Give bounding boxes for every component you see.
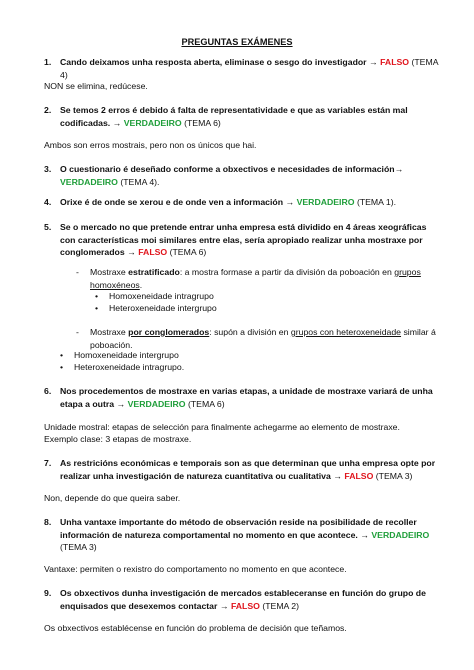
verdict-true: VERDADEIRO: [123, 117, 182, 128]
tema-label: (TEMA 6): [169, 247, 207, 257]
list-item: [95, 302, 395, 315]
question-text: Se temos 2 erros é debido á falta de representatividade e que as variables están mal codificadas.: [60, 105, 408, 128]
item-underlined: grupos con heteroxeneidade: [290, 327, 402, 337]
item-underlined: grupos homoxéneos: [90, 267, 421, 290]
answer-7: Non, depende do que queira saber.: [44, 493, 181, 503]
item-label: Mostraxe: [90, 267, 126, 277]
item-text: : supón a división en: [209, 327, 289, 337]
verdict-false: FALSO: [230, 600, 260, 611]
question-number: 9.: [44, 588, 52, 598]
answer-2: Ambos son erros mostrais, pero non os únicos que hai.: [44, 140, 257, 150]
question-number: 7.: [44, 458, 52, 468]
list-item: [60, 361, 360, 374]
question-text: Se o mercado no que pretende entrar unha empresa está dividido en 4 áreas xeográficas con características moi similares entre elas, sería apropiado realizar unha mostraxe por conglomerados: [60, 222, 427, 257]
bullet-icon: •: [95, 291, 99, 301]
arrow-icon: →: [127, 247, 136, 257]
dash-marker: -: [76, 267, 79, 277]
list-item-text: Heteroxeneidade intragrupo.: [74, 362, 185, 372]
cluster-sampling-item: [76, 326, 444, 351]
dash-marker: -: [76, 327, 79, 337]
tema-label: (TEMA 2): [262, 600, 300, 611]
list-item: [95, 290, 395, 303]
list-item-text: Homoxeneidade intergrupo: [74, 350, 179, 360]
tema-label: (TEMA 3): [60, 542, 97, 552]
question-number: 5.: [44, 222, 52, 232]
arrow-icon: →: [219, 600, 229, 611]
verdict-false: FALSO: [138, 247, 168, 257]
stratified-sampling-item: [76, 266, 436, 291]
list-item-text: Homoxeneidade intragrupo: [109, 291, 214, 301]
tema-label: (TEMA 4).: [120, 176, 160, 187]
verdict-true: VERDADEIRO: [296, 197, 355, 207]
question-number: 1.: [44, 57, 52, 67]
question-text: O cuestionario é deseñado conforme a obxectivos e necesidades de información: [60, 164, 395, 174]
arrow-icon: →: [112, 117, 122, 128]
bullet-icon: •: [95, 303, 99, 313]
question-1: [44, 56, 444, 81]
answer-6a: Unidade mostral: etapas de selección para finalmente achegarme ao elemento de mostraxe.: [44, 422, 400, 432]
item-end: similar á poboación.: [90, 327, 436, 350]
question-text: As restricións económicas e temporais son as que determinan que unha empresa opte por realizar unha investigación de natureza cuantitativa ou cualitativa: [60, 458, 436, 481]
question-text: Cando deixamos unha resposta aberta, eliminase o sesgo do investigador: [60, 57, 367, 67]
arrow-icon: →: [285, 197, 295, 207]
verdict-true: VERDADEIRO: [127, 398, 186, 409]
page-title: PREGUNTAS EXÁMENES: [181, 37, 293, 47]
verdict-false: FALSO: [380, 57, 410, 67]
question-text: Nos procedementos de mostraxe en varias etapas, a unidade de mostraxe variará de unha etapa a outra: [60, 386, 433, 409]
item-term: por conglomerados: [128, 327, 210, 337]
answer-9: Os obxectivos establécense en función do problema de decisión que teñamos.: [44, 623, 347, 633]
list-item: [60, 349, 360, 362]
arrow-icon: →: [394, 164, 404, 174]
question-text: Os obxectivos dunha investigación de mercados estableceranse en función do grupo de enquisados que desexemos contactar: [60, 588, 426, 611]
answer-8: Vantaxe: permiten o rexistro do comportamento no momento en que acontece.: [44, 564, 347, 574]
verdict-true: VERDADEIRO: [371, 529, 430, 540]
question-5: [44, 221, 444, 259]
arrow-icon: →: [368, 57, 378, 67]
question-8: [44, 516, 444, 554]
question-4: [44, 196, 444, 209]
question-9: [44, 587, 444, 612]
question-number: 8.: [44, 517, 52, 527]
tema-label: (TEMA 6): [187, 398, 225, 409]
item-end: .: [139, 279, 143, 290]
arrow-icon: →: [333, 470, 342, 481]
item-text: : a mostra formase a partir da división da poboación en: [179, 267, 392, 277]
answer-6b: Exemplo clase: 3 etapas de mostraxe.: [44, 434, 192, 444]
bullet-icon: •: [60, 362, 64, 372]
question-number: 3.: [44, 164, 52, 174]
bullet-icon: •: [60, 350, 64, 360]
question-number: 4.: [44, 197, 52, 207]
verdict-false: FALSO: [344, 470, 374, 481]
item-term: estratificado: [128, 267, 180, 277]
question-3: [44, 163, 444, 188]
tema-label: (TEMA 1).: [356, 197, 397, 207]
arrow-icon: →: [360, 529, 369, 540]
question-number: 2.: [44, 105, 52, 115]
tema-label: (TEMA 4): [60, 57, 439, 80]
answer-1: NON se elimina, redúcese.: [44, 81, 148, 91]
tema-label: (TEMA 3): [375, 470, 413, 481]
arrow-icon: →: [116, 398, 126, 409]
question-6: [44, 385, 444, 410]
question-text: Unha vantaxe importante do método de observación reside na posibilidade de recoller información de natureza comportamental no momento en que acontece.: [60, 517, 417, 540]
question-text: Orixe é de onde se xerou e de onde ven a información: [60, 197, 284, 207]
question-7: [44, 457, 444, 482]
verdict-true: VERDADEIRO: [60, 176, 118, 187]
list-item-text: Heteroxeneidade intergrupo: [109, 303, 217, 313]
item-label: Mostraxe: [90, 327, 126, 337]
question-number: 6.: [44, 386, 52, 396]
tema-label: (TEMA 6): [184, 117, 221, 128]
question-2: [44, 104, 444, 129]
